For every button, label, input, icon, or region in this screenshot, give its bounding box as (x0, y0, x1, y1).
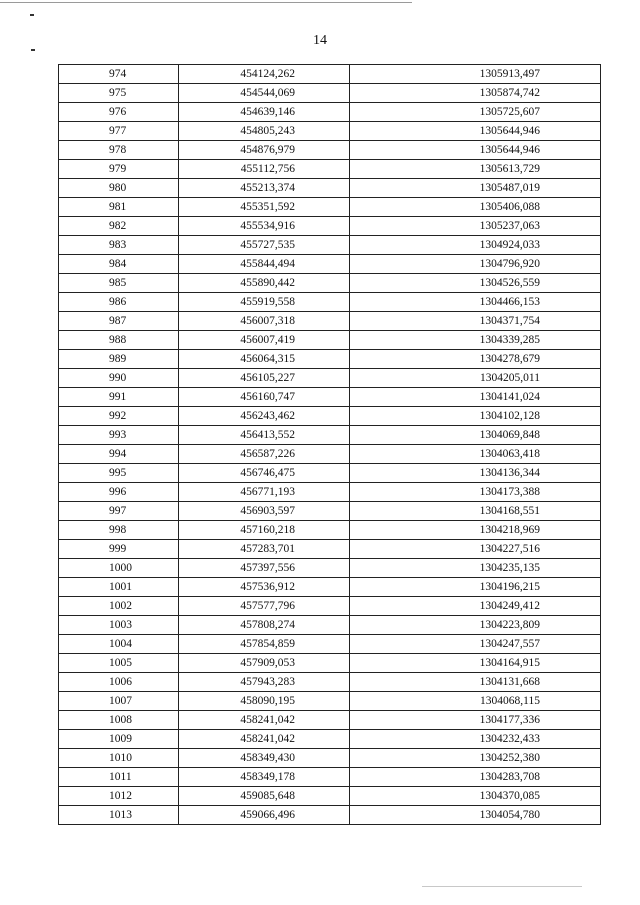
x-coordinate-cell: 457283,701 (179, 540, 350, 559)
x-coordinate-cell: 456105,227 (179, 369, 350, 388)
table-row (59, 635, 601, 654)
y-coordinate-cell: 1304526,559 (350, 274, 601, 293)
y-coordinate-cell: 1304068,115 (350, 692, 601, 711)
point-number-cell: 995 (59, 464, 179, 483)
point-number-cell: 998 (59, 521, 179, 540)
x-coordinate-cell: 454124,262 (179, 65, 350, 84)
table-row (59, 217, 601, 236)
x-coordinate-cell: 456903,597 (179, 502, 350, 521)
x-coordinate-cell: 457854,859 (179, 635, 350, 654)
table-row (59, 616, 601, 635)
x-coordinate-cell: 458241,042 (179, 711, 350, 730)
x-coordinate-cell: 456064,315 (179, 350, 350, 369)
x-coordinate-cell: 459066,496 (179, 806, 350, 825)
y-coordinate-cell: 1304205,011 (350, 369, 601, 388)
y-coordinate-cell: 1304227,516 (350, 540, 601, 559)
point-number-cell: 974 (59, 65, 179, 84)
y-coordinate-cell: 1305487,019 (350, 179, 601, 198)
point-number-cell: 1011 (59, 768, 179, 787)
x-coordinate-cell: 455351,592 (179, 198, 350, 217)
x-coordinate-cell: 457943,283 (179, 673, 350, 692)
point-number-cell: 1008 (59, 711, 179, 730)
scan-edge-line-bottom (422, 886, 582, 887)
x-coordinate-cell: 455890,442 (179, 274, 350, 293)
table-row (59, 331, 601, 350)
table-row (59, 578, 601, 597)
point-number-cell: 1009 (59, 730, 179, 749)
table-row (59, 84, 601, 103)
table-row (59, 749, 601, 768)
table-row (59, 141, 601, 160)
y-coordinate-cell: 1305644,946 (350, 122, 601, 141)
point-number-cell: 990 (59, 369, 179, 388)
table-row (59, 502, 601, 521)
y-coordinate-cell: 1304069,848 (350, 426, 601, 445)
point-number-cell: 985 (59, 274, 179, 293)
point-number-cell: 979 (59, 160, 179, 179)
y-coordinate-cell: 1305406,088 (350, 198, 601, 217)
y-coordinate-cell: 1304283,708 (350, 768, 601, 787)
point-number-cell: 994 (59, 445, 179, 464)
x-coordinate-cell: 455919,558 (179, 293, 350, 312)
y-coordinate-cell: 1304235,135 (350, 559, 601, 578)
point-number-cell: 1006 (59, 673, 179, 692)
x-coordinate-cell: 456587,226 (179, 445, 350, 464)
x-coordinate-cell: 456007,318 (179, 312, 350, 331)
y-coordinate-cell: 1304924,033 (350, 236, 601, 255)
point-number-cell: 1010 (59, 749, 179, 768)
x-coordinate-cell: 454544,069 (179, 84, 350, 103)
x-coordinate-cell: 456007,419 (179, 331, 350, 350)
point-number-cell: 983 (59, 236, 179, 255)
point-number-cell: 978 (59, 141, 179, 160)
point-number-cell: 975 (59, 84, 179, 103)
table-row (59, 198, 601, 217)
x-coordinate-cell: 456413,552 (179, 426, 350, 445)
y-coordinate-cell: 1304370,085 (350, 787, 601, 806)
x-coordinate-cell: 455844,494 (179, 255, 350, 274)
y-coordinate-cell: 1304141,024 (350, 388, 601, 407)
point-number-cell: 1002 (59, 597, 179, 616)
coordinates-table (58, 64, 601, 825)
table-row (59, 711, 601, 730)
point-number-cell: 982 (59, 217, 179, 236)
table-row (59, 369, 601, 388)
x-coordinate-cell: 457909,053 (179, 654, 350, 673)
table-row (59, 445, 601, 464)
point-number-cell: 976 (59, 103, 179, 122)
x-coordinate-cell: 457397,556 (179, 559, 350, 578)
table-row (59, 483, 601, 502)
x-coordinate-cell: 455213,374 (179, 179, 350, 198)
y-coordinate-cell: 1305237,063 (350, 217, 601, 236)
scan-edge-line-top (0, 2, 412, 3)
table-row (59, 692, 601, 711)
point-number-cell: 987 (59, 312, 179, 331)
x-coordinate-cell: 455534,916 (179, 217, 350, 236)
point-number-cell: 988 (59, 331, 179, 350)
table-row (59, 179, 601, 198)
coordinates-table-body (59, 65, 601, 825)
table-row (59, 274, 601, 293)
y-coordinate-cell: 1304102,128 (350, 407, 601, 426)
y-coordinate-cell: 1304371,754 (350, 312, 601, 331)
table-row (59, 597, 601, 616)
table-row (59, 160, 601, 179)
x-coordinate-cell: 458349,178 (179, 768, 350, 787)
table-row (59, 312, 601, 331)
x-coordinate-cell: 457536,912 (179, 578, 350, 597)
x-coordinate-cell: 455112,756 (179, 160, 350, 179)
point-number-cell: 989 (59, 350, 179, 369)
point-number-cell: 1013 (59, 806, 179, 825)
table-row (59, 559, 601, 578)
table-row (59, 787, 601, 806)
table-row (59, 388, 601, 407)
x-coordinate-cell: 458241,042 (179, 730, 350, 749)
x-coordinate-cell: 458349,430 (179, 749, 350, 768)
x-coordinate-cell: 457808,274 (179, 616, 350, 635)
y-coordinate-cell: 1305874,742 (350, 84, 601, 103)
table-row (59, 65, 601, 84)
y-coordinate-cell: 1304247,557 (350, 635, 601, 654)
point-number-cell: 1000 (59, 559, 179, 578)
point-number-cell: 986 (59, 293, 179, 312)
y-coordinate-cell: 1304054,780 (350, 806, 601, 825)
table-row (59, 293, 601, 312)
y-coordinate-cell: 1304131,668 (350, 673, 601, 692)
table-row (59, 673, 601, 692)
x-coordinate-cell: 454639,146 (179, 103, 350, 122)
y-coordinate-cell: 1305913,497 (350, 65, 601, 84)
x-coordinate-cell: 459085,648 (179, 787, 350, 806)
point-number-cell: 996 (59, 483, 179, 502)
point-number-cell: 1004 (59, 635, 179, 654)
table-row (59, 768, 601, 787)
x-coordinate-cell: 455727,535 (179, 236, 350, 255)
y-coordinate-cell: 1304223,809 (350, 616, 601, 635)
table-row (59, 236, 601, 255)
y-coordinate-cell: 1305613,729 (350, 160, 601, 179)
y-coordinate-cell: 1304173,388 (350, 483, 601, 502)
x-coordinate-cell: 456160,747 (179, 388, 350, 407)
table-row (59, 654, 601, 673)
point-number-cell: 1012 (59, 787, 179, 806)
x-coordinate-cell: 454876,979 (179, 141, 350, 160)
table-row (59, 255, 601, 274)
point-number-cell: 1001 (59, 578, 179, 597)
y-coordinate-cell: 1304796,920 (350, 255, 601, 274)
point-number-cell: 977 (59, 122, 179, 141)
x-coordinate-cell: 456243,462 (179, 407, 350, 426)
x-coordinate-cell: 457160,218 (179, 521, 350, 540)
table-row (59, 464, 601, 483)
x-coordinate-cell: 454805,243 (179, 122, 350, 141)
table-row (59, 806, 601, 825)
y-coordinate-cell: 1304339,285 (350, 331, 601, 350)
y-coordinate-cell: 1304249,412 (350, 597, 601, 616)
table-row (59, 426, 601, 445)
y-coordinate-cell: 1304218,969 (350, 521, 601, 540)
point-number-cell: 1007 (59, 692, 179, 711)
point-number-cell: 984 (59, 255, 179, 274)
table-row (59, 730, 601, 749)
scan-artifact-mark (30, 14, 34, 16)
point-number-cell: 993 (59, 426, 179, 445)
point-number-cell: 1003 (59, 616, 179, 635)
point-number-cell: 991 (59, 388, 179, 407)
point-number-cell: 1005 (59, 654, 179, 673)
scan-artifact-mark (31, 49, 35, 51)
y-coordinate-cell: 1305725,607 (350, 103, 601, 122)
table-row (59, 540, 601, 559)
x-coordinate-cell: 456746,475 (179, 464, 350, 483)
x-coordinate-cell: 456771,193 (179, 483, 350, 502)
x-coordinate-cell: 458090,195 (179, 692, 350, 711)
y-coordinate-cell: 1304466,153 (350, 293, 601, 312)
table-row (59, 350, 601, 369)
y-coordinate-cell: 1304063,418 (350, 445, 601, 464)
y-coordinate-cell: 1304136,344 (350, 464, 601, 483)
table-row (59, 103, 601, 122)
y-coordinate-cell: 1304168,551 (350, 502, 601, 521)
x-coordinate-cell: 457577,796 (179, 597, 350, 616)
point-number-cell: 981 (59, 198, 179, 217)
y-coordinate-cell: 1304177,336 (350, 711, 601, 730)
point-number-cell: 997 (59, 502, 179, 521)
point-number-cell: 992 (59, 407, 179, 426)
y-coordinate-cell: 1304164,915 (350, 654, 601, 673)
y-coordinate-cell: 1305644,946 (350, 141, 601, 160)
table-row (59, 122, 601, 141)
y-coordinate-cell: 1304278,679 (350, 350, 601, 369)
y-coordinate-cell: 1304232,433 (350, 730, 601, 749)
table-row (59, 521, 601, 540)
table-row (59, 407, 601, 426)
page-number: 14 (313, 33, 327, 48)
y-coordinate-cell: 1304252,380 (350, 749, 601, 768)
point-number-cell: 999 (59, 540, 179, 559)
point-number-cell: 980 (59, 179, 179, 198)
y-coordinate-cell: 1304196,215 (350, 578, 601, 597)
